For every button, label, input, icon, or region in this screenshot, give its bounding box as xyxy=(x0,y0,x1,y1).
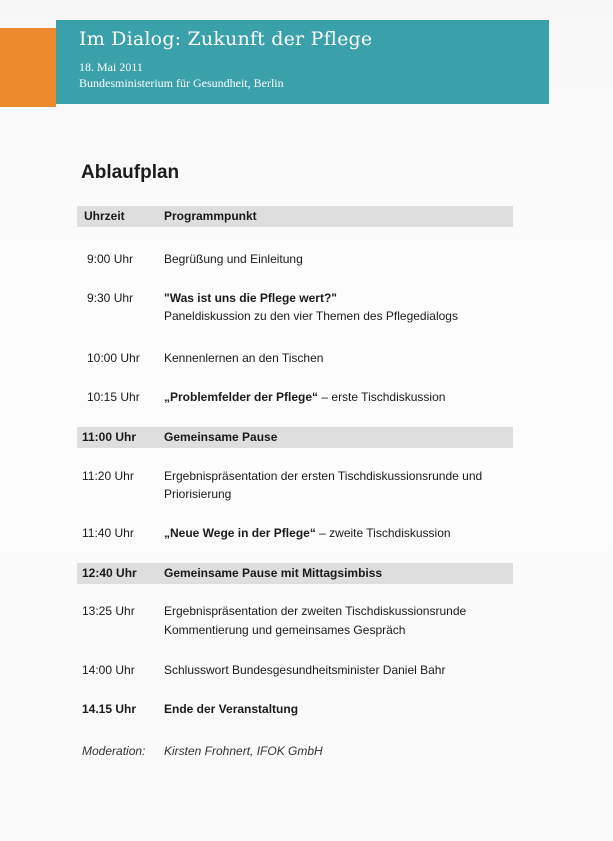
table-row-program xyxy=(164,388,445,407)
table-row-program: Ergebnispräsentation der zweiten Tischdiskussionsrunde xyxy=(164,604,467,618)
table-row-program: Schlusswort Bundesgesundheitsminister Daniel Bahr xyxy=(164,663,446,677)
table-row-time: 14:00 Uhr xyxy=(82,663,135,677)
table-row-program: Ende der Veranstaltung xyxy=(164,702,299,716)
table-row-time: 11:20 Uhr xyxy=(82,469,134,483)
table-row-program: Gemeinsame Pause xyxy=(164,430,278,444)
header-banner xyxy=(56,20,549,104)
event-organization: Bundesministerium für Gesundheit, Berlin xyxy=(79,76,284,90)
table-row-program: Gemeinsame Pause mit Mittagsimbiss xyxy=(164,566,383,580)
session-title: „Problemfelder der Pflege“ xyxy=(164,390,319,404)
orange-accent-block xyxy=(0,28,56,107)
table-row-program-detail: Kommentierung und gemeinsames Gespräch xyxy=(164,623,406,637)
table-row-program-detail: Paneldiskussion zu den vier Themen des Pflegedialogs xyxy=(164,309,458,323)
table-row-time: 14.15 Uhr xyxy=(82,702,137,716)
session-title: „Neue Wege in der Pflege“ xyxy=(164,526,316,540)
table-header-band xyxy=(77,206,513,227)
table-row-time: 9:00 Uhr xyxy=(87,252,134,266)
table-row-program: Kennenlernen an den Tischen xyxy=(164,351,324,365)
row-highlight-band xyxy=(77,427,513,448)
event-date: 18. Mai 2011 xyxy=(79,60,143,74)
table-row-time: 12:40 Uhr xyxy=(82,566,137,580)
page-title: Ablaufplan xyxy=(81,162,180,183)
event-title: Im Dialog: Zukunft der Pflege xyxy=(79,28,373,50)
table-row-program xyxy=(164,524,451,543)
table-row-program-detail: Priorisierung xyxy=(164,487,232,501)
table-row-program: Begrüßung und Einleitung xyxy=(164,252,303,266)
table-row-time: 11:40 Uhr xyxy=(82,526,134,540)
table-row-time: 9:30 Uhr xyxy=(87,291,134,305)
table-row-time: 10:15 Uhr xyxy=(87,390,140,404)
table-row-program: "Was ist uns die Pflege wert?" xyxy=(164,291,337,305)
table-row-program: Ergebnispräsentation der ersten Tischdiskussionsrunde und xyxy=(164,469,483,483)
column-header-program: Programmpunkt xyxy=(164,209,257,223)
session-subtitle: – zweite Tischdiskussion xyxy=(315,526,451,540)
table-row-time: 10:00 Uhr xyxy=(87,351,140,365)
moderation-label: Moderation: xyxy=(82,744,146,758)
moderation-name: Kirsten Frohnert, IFOK GmbH xyxy=(164,744,323,758)
table-row-time: 13:25 Uhr xyxy=(82,604,135,618)
column-header-time: Uhrzeit xyxy=(84,209,125,223)
session-subtitle: – erste Tischdiskussion xyxy=(318,390,446,404)
table-row-time: 11:00 Uhr xyxy=(82,430,137,444)
